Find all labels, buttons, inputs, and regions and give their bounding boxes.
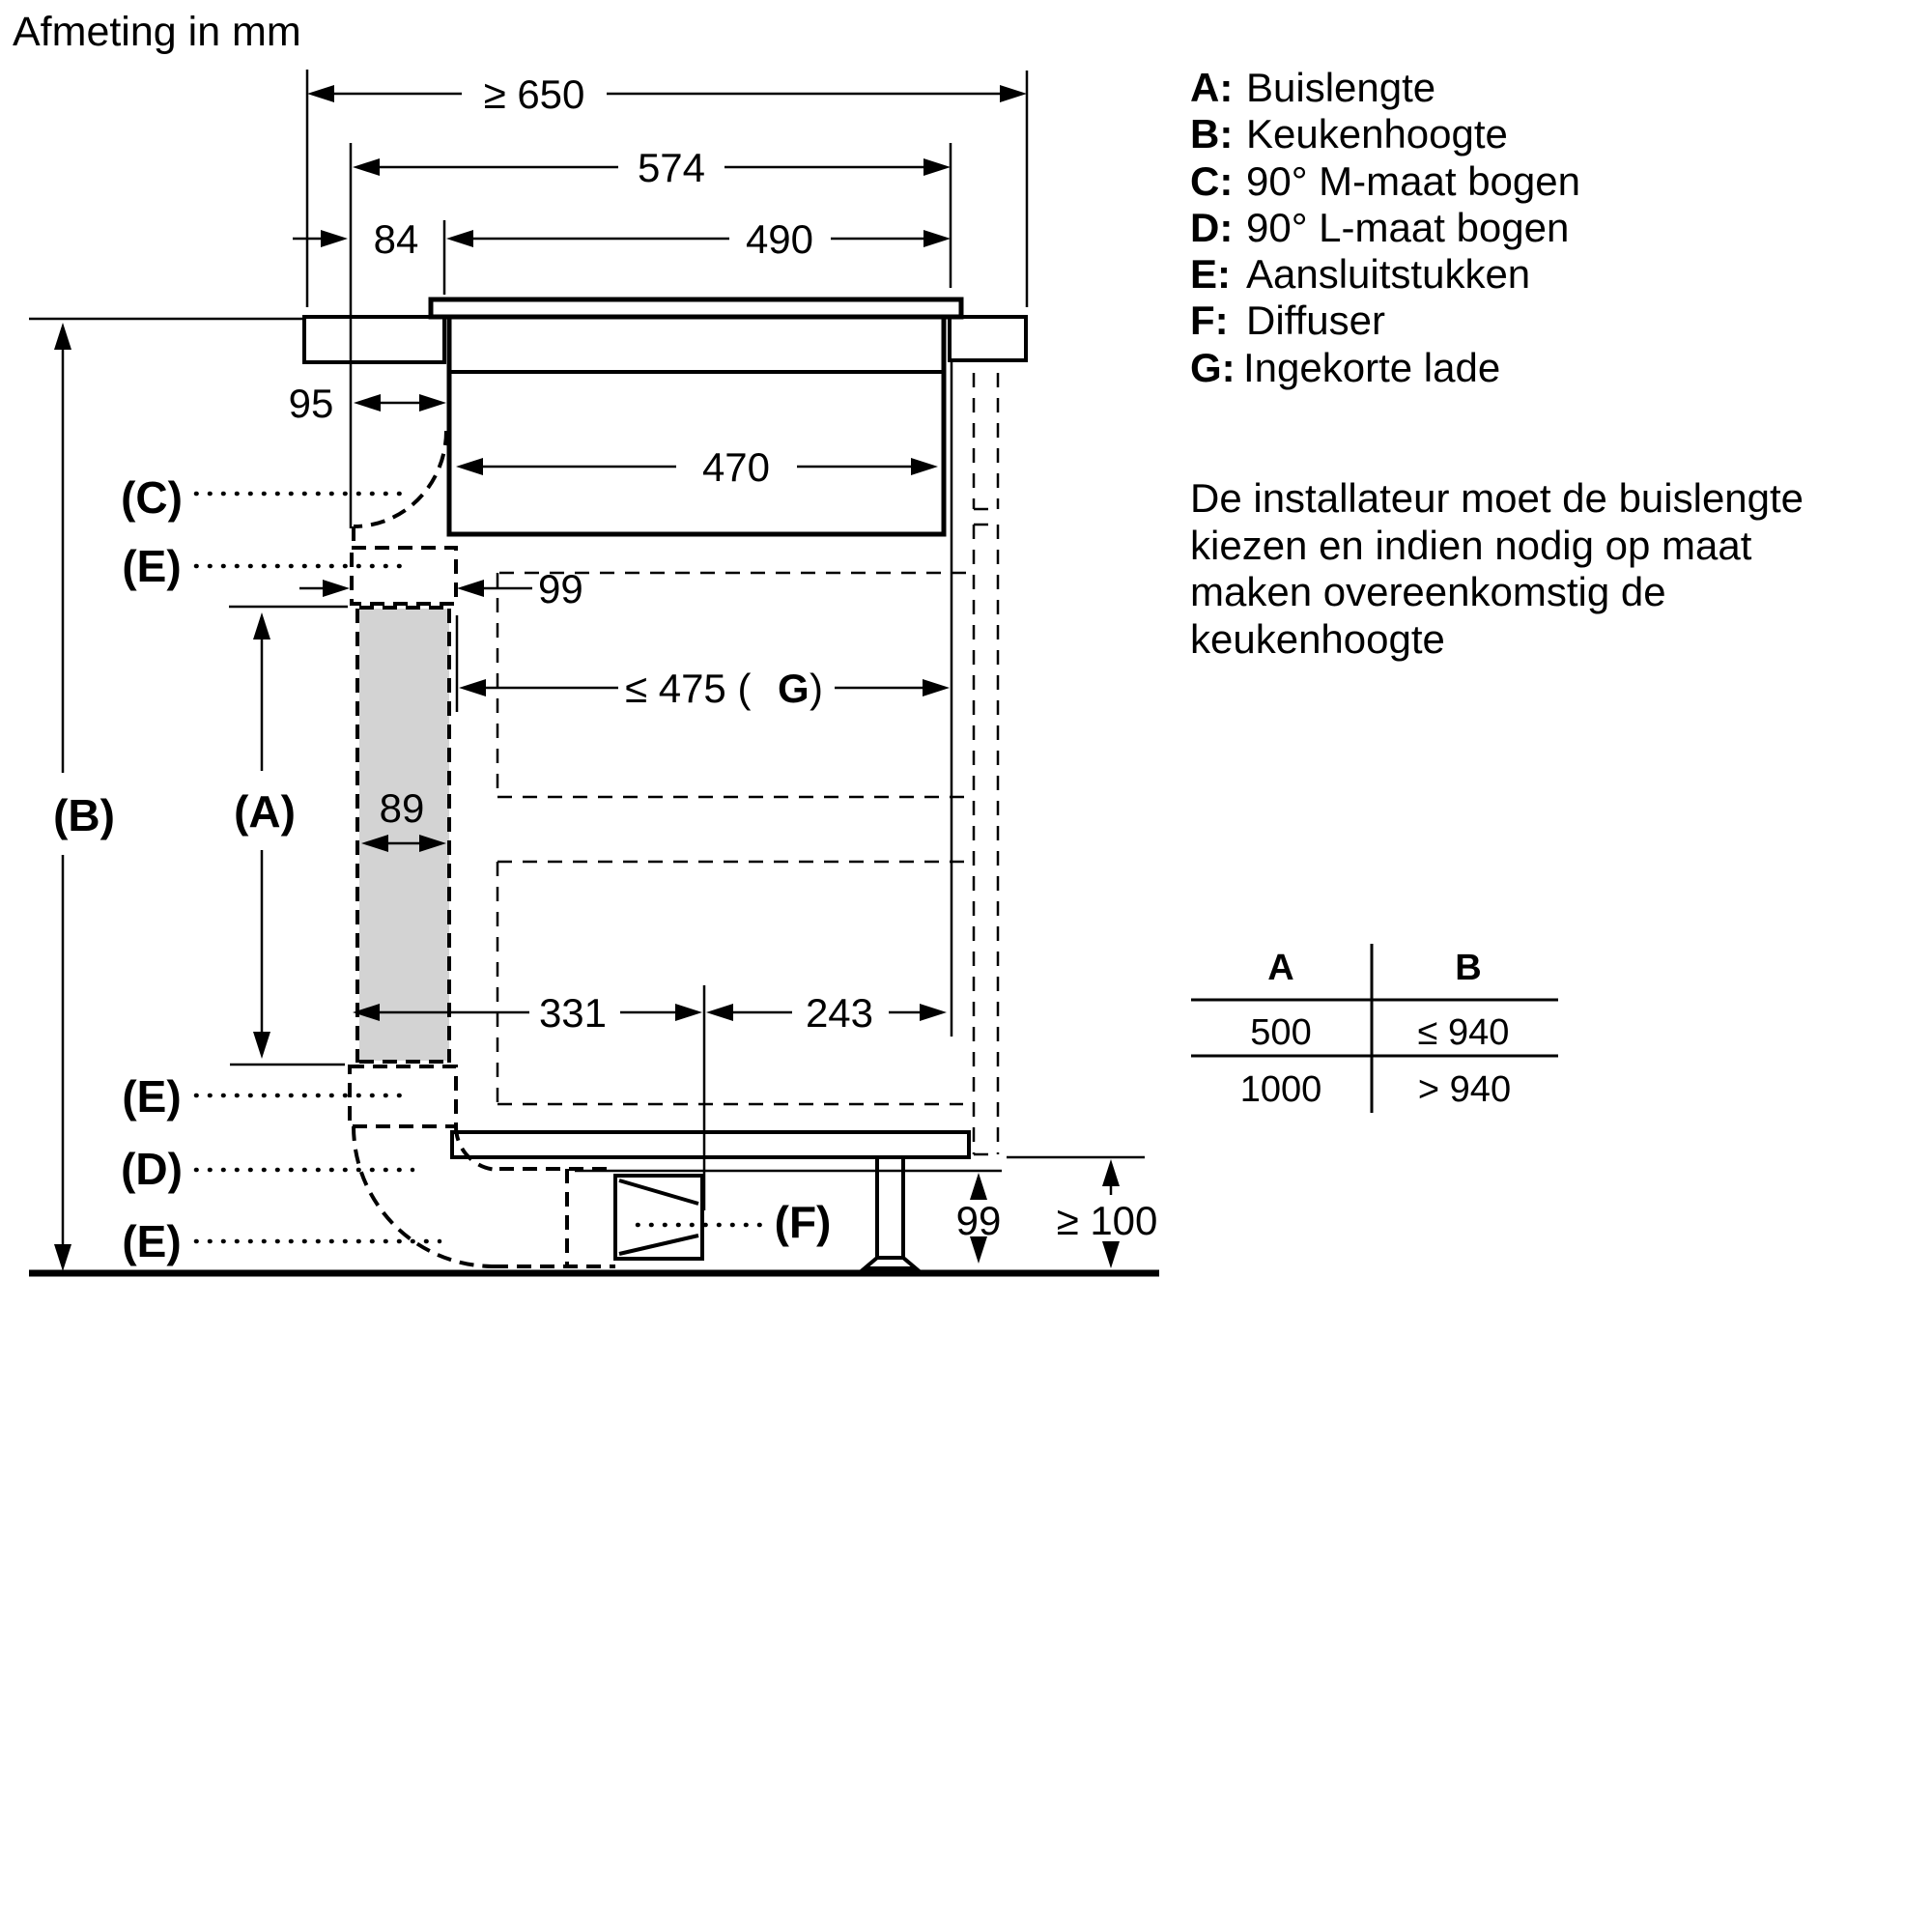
label-E-middle: (E) bbox=[122, 1071, 182, 1122]
dim-574: 574 bbox=[637, 145, 706, 190]
dim-tube-length bbox=[234, 612, 296, 1059]
legend-key-d: D: bbox=[1190, 205, 1234, 250]
cabinet-leg bbox=[865, 1157, 916, 1268]
legend-key-f: F: bbox=[1190, 298, 1229, 343]
dim-bend-depth bbox=[289, 381, 446, 426]
dim-84: 84 bbox=[373, 216, 419, 262]
duct-run bbox=[350, 431, 615, 1266]
dim-650: ≥ 650 bbox=[483, 71, 585, 117]
label-C: (C) bbox=[121, 472, 183, 523]
dim-cutout-width bbox=[446, 216, 951, 262]
table-cell-a1: 500 bbox=[1250, 1012, 1312, 1053]
note-line-1: De installateur moet de buislengte bbox=[1190, 475, 1804, 521]
tube-A-fill bbox=[359, 609, 449, 1061]
dim-331: 331 bbox=[538, 990, 608, 1036]
dim-floor-right bbox=[706, 990, 947, 1036]
connector-E-middle bbox=[350, 1066, 456, 1126]
dim-95: 95 bbox=[288, 381, 334, 426]
dim-top-clearance bbox=[307, 71, 1027, 117]
legend-val-d: 90° L-maat bogen bbox=[1246, 205, 1570, 250]
dim-drawer-depth bbox=[459, 666, 950, 711]
bend-D-outer-arc bbox=[354, 1126, 494, 1266]
table-cell-b2: > 940 bbox=[1417, 1069, 1512, 1110]
worktop-left-section bbox=[304, 317, 444, 362]
legend-val-a: Buislengte bbox=[1246, 65, 1436, 110]
installer-note bbox=[1190, 475, 1804, 662]
label-E-upper: (E) bbox=[122, 541, 182, 591]
table-header-b: B bbox=[1455, 948, 1482, 988]
legend-key-e: E: bbox=[1190, 251, 1231, 297]
legend bbox=[1190, 65, 1580, 390]
note-line-4: keukenhoogte bbox=[1190, 616, 1445, 662]
legend-val-b: Keukenhoogte bbox=[1246, 111, 1508, 156]
plinth-board bbox=[452, 1132, 969, 1157]
label-F: (F) bbox=[774, 1197, 832, 1247]
legend-key-g: G: bbox=[1190, 345, 1236, 390]
legend-key-c: C: bbox=[1190, 158, 1234, 204]
drawing-title: Afmeting in mm bbox=[13, 9, 301, 55]
dim-89: 89 bbox=[379, 785, 425, 831]
tube-length-table bbox=[1191, 944, 1558, 1113]
legend-val-g: Ingekorte lade bbox=[1243, 345, 1501, 390]
label-B: (B) bbox=[53, 790, 115, 840]
dim-490: 490 bbox=[745, 216, 814, 262]
hob-glass-plate bbox=[431, 299, 961, 317]
legend-key-b: B: bbox=[1190, 111, 1234, 156]
dim-rear-clearance bbox=[1057, 1159, 1158, 1268]
diffuser bbox=[615, 1176, 702, 1259]
dim-hob-width bbox=[353, 145, 951, 190]
worktop-right-section bbox=[950, 317, 1026, 360]
connector-E-upper bbox=[352, 548, 456, 604]
legend-val-e: Aansluitstukken bbox=[1246, 251, 1531, 297]
dim-475-letter-g: G bbox=[778, 666, 810, 711]
dim-243: 243 bbox=[805, 990, 874, 1036]
dim-99-top: 99 bbox=[538, 566, 583, 611]
note-line-2: kiezen en indien nodig op maat bbox=[1190, 523, 1752, 568]
dim-edge-offset bbox=[293, 216, 418, 262]
dim-kitchen-height bbox=[53, 323, 115, 1271]
legend-val-c: 90° M-maat bogen bbox=[1246, 158, 1580, 204]
dim-100: ≥ 100 bbox=[1056, 1198, 1158, 1243]
dim-plinth-gap bbox=[956, 1173, 1002, 1264]
table-header-a: A bbox=[1267, 948, 1294, 988]
label-E-lower: (E) bbox=[122, 1216, 182, 1266]
leg-foot bbox=[865, 1258, 916, 1268]
label-A: (A) bbox=[234, 786, 296, 837]
label-D: (D) bbox=[121, 1144, 183, 1194]
legend-key-a: A: bbox=[1190, 65, 1234, 110]
table-cell-b1: ≤ 940 bbox=[1417, 1012, 1510, 1053]
bend-C-arc bbox=[354, 431, 446, 526]
dim-475-prefix: ≤ 475 ( bbox=[625, 666, 752, 711]
dim-99-bottom: 99 bbox=[955, 1198, 1002, 1243]
note-line-3: maken overeenkomstig de bbox=[1190, 569, 1666, 614]
dim-470: 470 bbox=[701, 444, 771, 490]
dim-475-suffix: ) bbox=[810, 666, 823, 711]
table-cell-a2: 1000 bbox=[1239, 1069, 1322, 1110]
hob-body bbox=[449, 317, 944, 534]
legend-val-f: Diffuser bbox=[1246, 298, 1385, 343]
